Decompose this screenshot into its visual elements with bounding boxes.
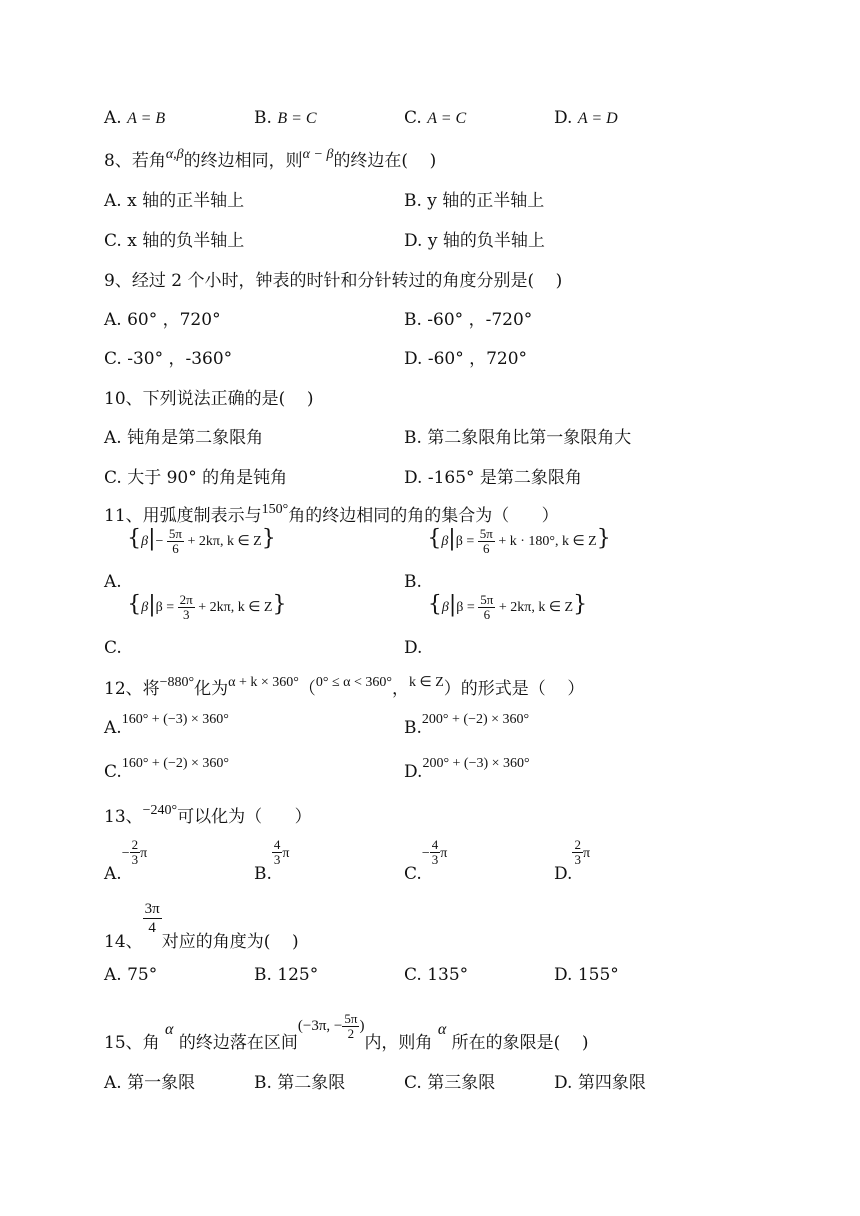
- q11-option-b: B. $^{\{\beta|\beta = \frac{5\pi}{6} + k \cdot 180^\circ, k \in Z\}}$: [404, 526, 611, 592]
- q9-option-b: B. -60° ，-720°: [404, 310, 533, 330]
- q11-option-a: A. $^{\{\beta|- \frac{5\pi}{6} + 2k\pi, k \in Z\}}$: [104, 526, 276, 592]
- q8-option-c: C. x 轴的负半轴上: [104, 231, 245, 251]
- q14-option-b: B. 125°: [254, 965, 319, 985]
- q7-option-b: B. B = C: [254, 108, 317, 128]
- q10-option-b: B. 第二象限角比第一象限角大: [404, 428, 632, 448]
- q13-stem: 13、$^{-240^\circ}$可以化为（ ）: [104, 803, 312, 827]
- q13-option-c: C.− $\frac{4}{3}$ $^\pi$: [404, 837, 448, 884]
- q12-option-a: A.$^{160^\circ + (-3) \times 360^\circ}$: [104, 712, 229, 738]
- q11-option-d: D. $^{\{\beta|\beta = \frac{5\pi}{6} + 2k\pi, k \in Z\}}$: [404, 592, 588, 658]
- q9-option-d: D. -60° ，720°: [404, 349, 528, 369]
- q8-option-a: A. x 轴的正半轴上: [104, 191, 245, 211]
- q15-option-c: C. 第三象限: [404, 1073, 496, 1093]
- q10-option-d: D. -165° 是第二象限角: [404, 468, 582, 488]
- q7-option-c: C. A = C: [404, 108, 467, 128]
- q10-stem: 10、下列说法正确的是( ): [104, 389, 314, 409]
- q12-option-d: D.$^{200^\circ + (-3) \times 360^\circ}$: [404, 756, 530, 782]
- q10-option-a: A. 钝角是第二象限角: [104, 428, 264, 448]
- q14-stem: 14、 $\frac{3\pi}{4}$ 对应的角度为( ): [104, 901, 299, 952]
- q11-stem: 11、用弧度制表示与$^{150^\circ}$角的终边相同的角的集合为（ ）: [104, 502, 559, 526]
- q15-option-b: B. 第二象限: [254, 1073, 346, 1093]
- q11-option-c: C. $^{\{\beta|\beta = \frac{2\pi}{3} + 2k\pi, k \in Z\}}$: [104, 592, 287, 658]
- q7-option-a: A. A = B: [104, 108, 166, 128]
- q14-option-c: C. 135°: [404, 965, 469, 985]
- q14-option-a: A. 75°: [104, 965, 158, 985]
- q13-option-a: A.− $\frac{2}{3}$ $^\pi$: [104, 837, 148, 884]
- q12-option-c: C.$^{160^\circ + (-2) \times 360^\circ}$: [104, 756, 230, 782]
- q8-option-b: B. y 轴的正半轴上: [404, 191, 545, 211]
- q9-option-c: C. -30° ，-360°: [104, 349, 233, 369]
- q10-option-c: C. 大于 90° 的角是钝角: [104, 468, 288, 488]
- q15-option-a: A. 第一象限: [104, 1073, 196, 1093]
- q14-option-d: D. 155°: [554, 965, 619, 985]
- q9-stem: 9、经过 2 个小时，钟表的时针和分针转过的角度分别是( ): [104, 271, 563, 291]
- q9-option-a: A. 60° ，720°: [104, 310, 221, 330]
- q7-option-d: D. A = D: [554, 108, 618, 128]
- q12-stem: 12、将$^{-880^\circ}$化为$^{\alpha + k \times 360^\circ}$（$^{0^\circ \le \alpha < 360^\circ}$，$^{k \in Z}$）的形式是（ ）: [104, 675, 585, 699]
- q15-option-d: D. 第四象限: [554, 1073, 646, 1093]
- q8-stem: 8、若角$^{\alpha,\beta}$的终边相同，则$^{\alpha - \beta}$的终边在( ): [104, 147, 437, 171]
- q13-option-b: B. $\frac{4}{3}$ $^\pi$: [254, 837, 290, 884]
- q8-option-d: D. y 轴的负半轴上: [404, 231, 545, 251]
- q13-option-d: D. $\frac{2}{3}$ $^\pi$: [554, 837, 591, 884]
- q12-option-b: B.$^{200^\circ + (-2) \times 360^\circ}$: [404, 712, 530, 738]
- q15-stem: 15、角 α 的终边落在区间(−3π, − $\frac{5\pi}{2}$ )内，则角 α 所在的象限是( ): [104, 1011, 589, 1053]
